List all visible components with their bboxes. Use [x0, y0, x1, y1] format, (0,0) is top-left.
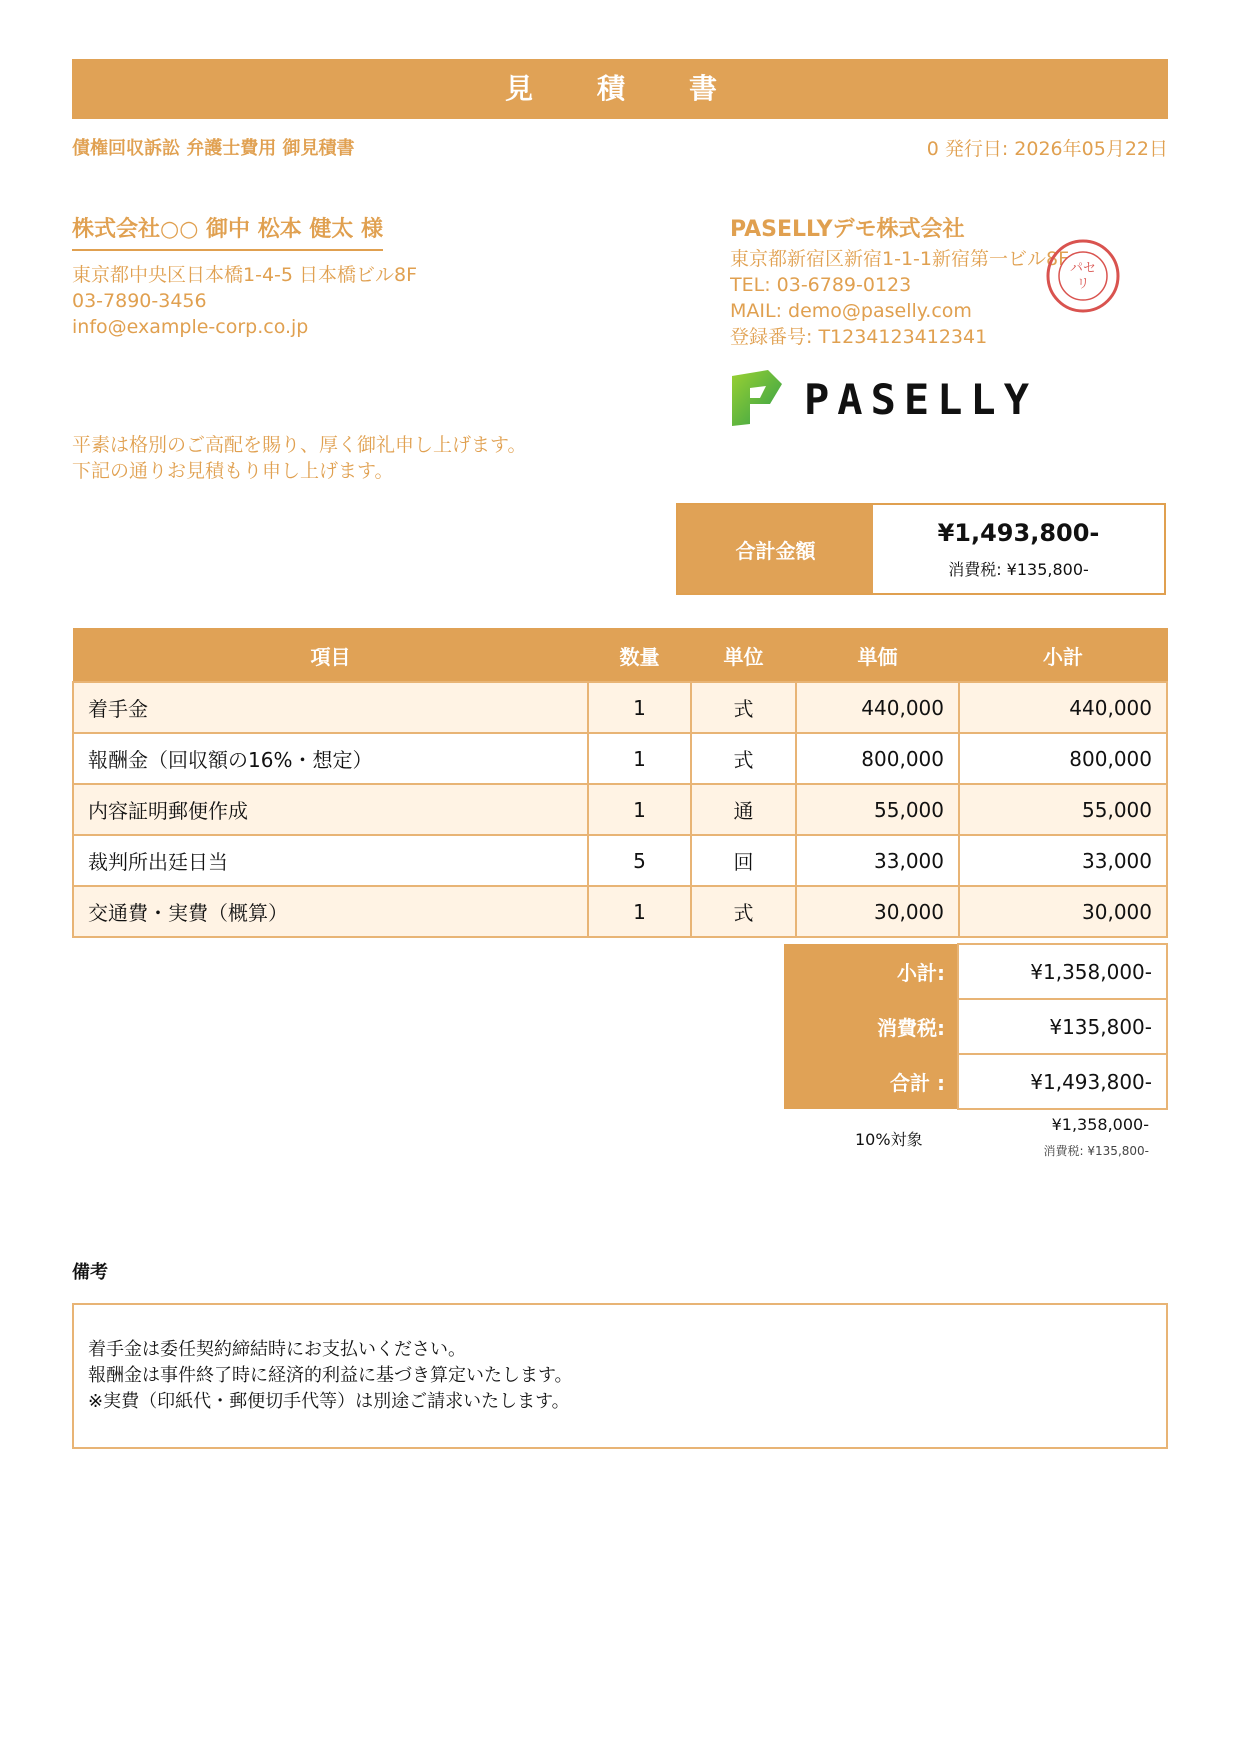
- notes-box: [72, 1303, 1168, 1449]
- cell-qty: 1: [588, 886, 691, 937]
- cell-price: 440,000: [796, 682, 959, 733]
- tax-rate-label: 10%対象: [855, 1130, 923, 1149]
- total-label: 合計金額: [678, 505, 873, 593]
- cell-unit: 式: [691, 682, 796, 733]
- tax-rate-amount: ¥1,358,000-: [1051, 1115, 1149, 1134]
- total-tax: 消費税: ¥135,800-: [948, 559, 1089, 579]
- cell-unit: 回: [691, 835, 796, 886]
- client-address: 東京都中央区日本橋1-4-5 日本橋ビル8F: [72, 264, 418, 286]
- table-row: [73, 682, 1167, 733]
- summary-tax-row: [784, 999, 1167, 1054]
- cell-unit: 式: [691, 733, 796, 784]
- table-header-row: [73, 629, 1167, 683]
- company-address: 東京都新宿区新宿1-1-1新宿第一ビル8F: [730, 248, 1069, 270]
- greeting-line: 平素は格別のご高配を賜り、厚く御礼申し上げます。: [72, 434, 527, 456]
- notes-line: 着手金は委任契約締結時にお支払いください。: [88, 1339, 466, 1360]
- cell-unit: 通: [691, 784, 796, 835]
- cell-subtotal: 33,000: [959, 835, 1167, 886]
- client-name: 株式会社○○ 御中 松本 健太 様: [72, 212, 383, 251]
- total-amount: ¥1,493,800-: [937, 518, 1100, 547]
- grand-total-label: 合計 :: [784, 1054, 958, 1109]
- cell-price: 800,000: [796, 733, 959, 784]
- header-subtotal: 小計: [959, 629, 1167, 683]
- company-tel: TEL: 03-6789-0123: [730, 274, 912, 296]
- cell-item: 内容証明郵便作成: [73, 784, 588, 835]
- header-unit: 単位: [691, 629, 796, 683]
- company-seal-stamp-icon: [1045, 238, 1121, 314]
- paselly-logo-icon: [730, 368, 1060, 428]
- cell-price: 33,000: [796, 835, 959, 886]
- summary-total-row: [784, 1054, 1167, 1109]
- subtotal-label: 小計:: [784, 944, 958, 999]
- notes-line: 報酬金は事件終了時に経済的利益に基づき算定いたします。: [88, 1365, 573, 1386]
- issue-date: 0 発行日: 2026年05月22日: [926, 138, 1168, 160]
- company-mail: MAIL: demo@paselly.com: [730, 300, 972, 322]
- tax-value: ¥135,800-: [958, 999, 1167, 1054]
- cell-price: 30,000: [796, 886, 959, 937]
- document-subtitle: 債権回収訴訟 弁護士費用 御見積書: [72, 138, 355, 159]
- company-registration: 登録番号: T1234123412341: [730, 326, 988, 348]
- cell-price: 55,000: [796, 784, 959, 835]
- summary-subtotal-row: [784, 944, 1167, 999]
- cell-item: 裁判所出廷日当: [73, 835, 588, 886]
- client-tel: 03-7890-3456: [72, 290, 207, 312]
- cell-unit: 式: [691, 886, 796, 937]
- cell-subtotal: 30,000: [959, 886, 1167, 937]
- client-email: info@example-corp.co.jp: [72, 316, 309, 338]
- table-row: [73, 886, 1167, 937]
- cell-qty: 1: [588, 682, 691, 733]
- tax-label: 消費税:: [784, 999, 958, 1054]
- total-value: [873, 505, 1164, 593]
- tax-rate-tax: 消費税: ¥135,800-: [1043, 1144, 1149, 1158]
- svg-text:リ: リ: [1076, 277, 1090, 292]
- table-row: [73, 835, 1167, 886]
- cell-item: 交通費・実費（概算）: [73, 886, 588, 937]
- cell-item: 報酬金（回収額の16%・想定）: [73, 733, 588, 784]
- cell-qty: 5: [588, 835, 691, 886]
- table-row: [73, 733, 1167, 784]
- total-amount-box: [676, 503, 1166, 595]
- header-price: 単価: [796, 629, 959, 683]
- company-name: PASELLYデモ株式会社: [730, 217, 965, 242]
- cell-qty: 1: [588, 733, 691, 784]
- subtotal-value: ¥1,358,000-: [958, 944, 1167, 999]
- grand-total-value: ¥1,493,800-: [958, 1054, 1167, 1109]
- document-title: 見 積 書: [72, 59, 1168, 119]
- svg-text:パセ: パセ: [1069, 261, 1097, 276]
- notes-line: ※実費（印紙代・郵便切手代等）は別途ご請求いたします。: [88, 1391, 570, 1412]
- notes-title: 備考: [72, 1262, 108, 1283]
- table-row: [73, 784, 1167, 835]
- items-table: [72, 628, 1168, 938]
- greeting: [72, 432, 526, 484]
- greeting-line: 下記の通りお見積もり申し上げます。: [72, 460, 394, 482]
- cell-item: 着手金: [73, 682, 588, 733]
- header-qty: 数量: [588, 629, 691, 683]
- cell-subtotal: 800,000: [959, 733, 1167, 784]
- svg-text:PASELLY: PASELLY: [804, 375, 1038, 424]
- client-info: [72, 262, 417, 340]
- header-item: 項目: [73, 629, 588, 683]
- cell-qty: 1: [588, 784, 691, 835]
- cell-subtotal: 440,000: [959, 682, 1167, 733]
- cell-subtotal: 55,000: [959, 784, 1167, 835]
- summary-table: [784, 943, 1168, 1110]
